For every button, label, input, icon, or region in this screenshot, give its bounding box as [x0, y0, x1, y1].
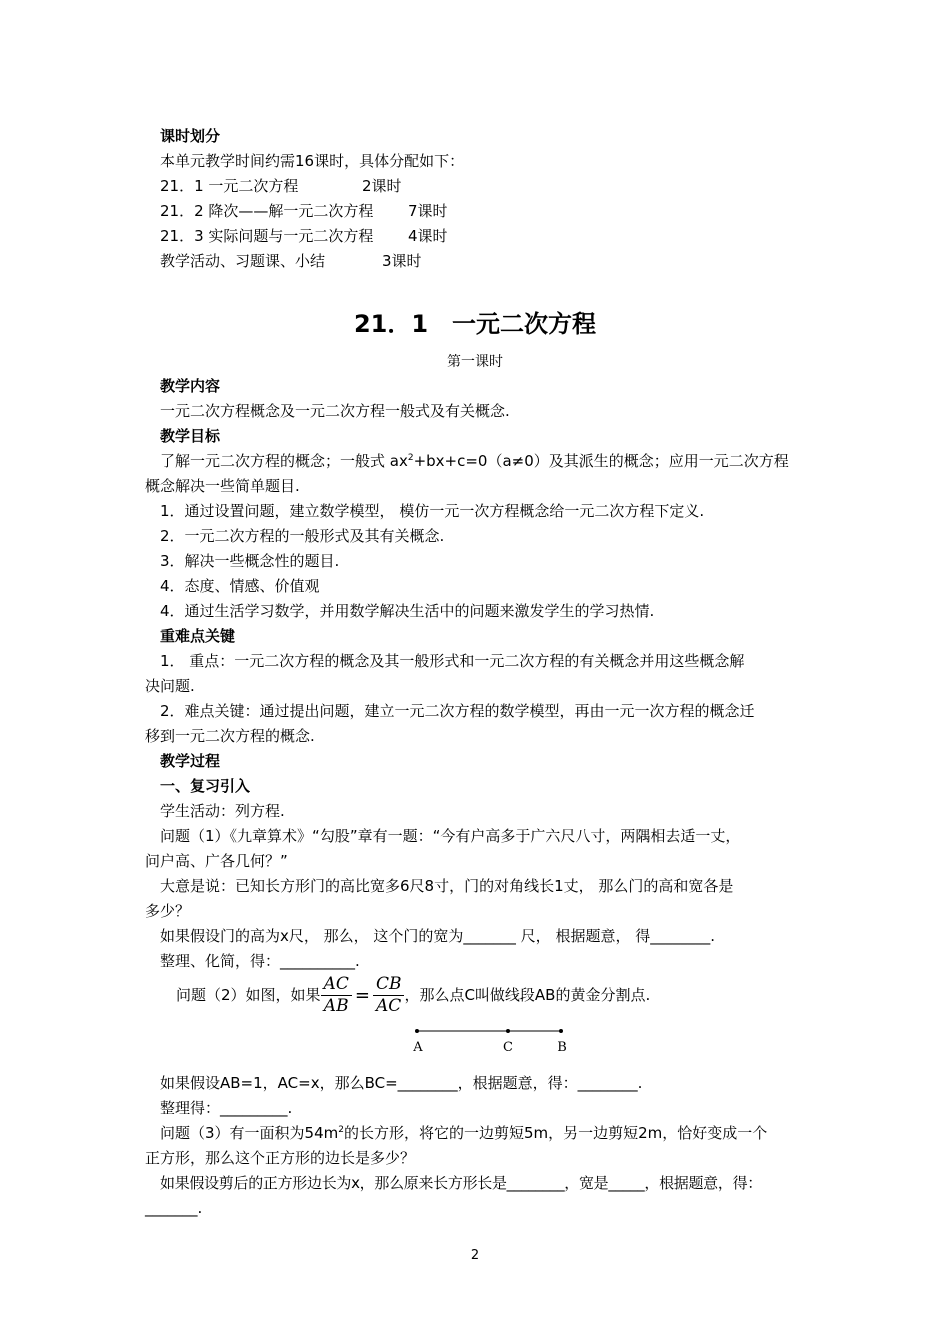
exponent: 2: [338, 1125, 344, 1135]
keypoint-text: 2．难点关键：通过提出问题，建立一元二次方程的数学模型，再由一元一次方程的概念迁: [160, 702, 755, 720]
goal-item: 4．态度、情感、价值观: [160, 577, 320, 595]
schedule-item-name: 21．3 实际问题与一元二次方程: [160, 227, 374, 245]
meaning-text: 大意是说：已知长方形门的高比宽多6尺8寸，门的对角线长1丈， 那么门的高和宽各是: [160, 877, 734, 895]
content-text: 一元二次方程概念及一元二次方程一般式及有关概念.: [160, 402, 510, 420]
schedule-intro: 本单元教学时间约需16课时，具体分配如下：: [160, 152, 465, 170]
point-label-b: B: [557, 1040, 567, 1055]
keypoints-heading: 重难点关键: [160, 627, 236, 645]
question-3-cont: 正方形，那么这个正方形的边长是多少？: [145, 1149, 416, 1167]
assumption-1: 如果假设门的高为x尺， 那么， 这个门的宽为_______ 尺， 根据题意， 得________.: [160, 927, 715, 945]
goal-item: 4．通过生活学习数学，并用数学解决生活中的问题来激发学生的学习热情.: [160, 602, 655, 620]
fraction-denominator: AC: [376, 996, 402, 1016]
goals-line: 概念解决一些简单题目.: [145, 477, 300, 495]
question-3-text: 问题（3）有一面积为54m: [160, 1124, 339, 1142]
question-3: [160, 1121, 767, 1146]
schedule-item-hours: 4课时: [408, 227, 448, 245]
goal-item: 1．通过设置问题，建立数学模型， 模仿一元一次方程概念给一元二次方程下定义.: [160, 502, 705, 520]
goals-heading: 教学目标: [160, 427, 221, 445]
part-heading: 一、复习引入: [160, 777, 251, 795]
schedule-item-name: 21．2 降次——解一元二次方程: [160, 202, 374, 220]
goal-item: 3．解决一些概念性的题目.: [160, 552, 340, 570]
lesson-label: 第一课时: [447, 354, 503, 370]
point-a: [415, 1029, 419, 1033]
assumption-3-cont: _______.: [145, 1199, 203, 1217]
exponent: 2: [407, 453, 414, 463]
fraction-numerator: AC: [321, 974, 352, 996]
question-1: 问题（1）《九章算术》“勾股”章有一题：“今有户高多于广六尺八寸，两隅相去适一丈，: [160, 827, 741, 845]
schedule-item-name: 21．1 一元二次方程: [160, 177, 299, 195]
fraction-numerator: CB: [373, 974, 405, 996]
point-label-a: A: [413, 1040, 423, 1055]
point-c: [506, 1029, 510, 1033]
question-2-text: ，那么点C叫做线段AB的黄金分割点.: [404, 986, 651, 1004]
process-heading: 教学过程: [160, 752, 221, 770]
schedule-heading: 课时划分: [160, 127, 221, 145]
meaning-text-cont: 多少？: [145, 902, 191, 920]
point-b: [559, 1029, 563, 1033]
question-1-cont: 问户高、广各几何？”: [145, 852, 288, 870]
schedule-item-name: 教学活动、习题课、小结: [160, 252, 326, 270]
question-3-text: 的长方形，将它的一边剪短5m，另一边剪短2m，恰好变成一个: [343, 1124, 768, 1142]
activity-text: 学生活动：列方程.: [160, 802, 285, 820]
page-number: 2: [470, 1248, 480, 1263]
fraction-denominator: AB: [323, 996, 349, 1016]
assumption-2: 如果假设AB=1，AC=x，那么BC=________，根据题意，得：________.: [160, 1074, 643, 1092]
keypoint-text: 决问题.: [145, 677, 195, 695]
equals-sign: =: [354, 984, 370, 1006]
goal-item: 2．一元二次方程的一般形式及其有关概念.: [160, 527, 445, 545]
assumption-3: 如果假设剪后的正方形边长为x，那么原来长方形长是________，宽是_____，根据题意，得：: [160, 1174, 762, 1192]
question-2-text: 问题（2）如图，如果: [176, 986, 321, 1004]
point-label-c: C: [503, 1040, 513, 1055]
keypoint-text: 移到一元二次方程的概念.: [145, 727, 315, 745]
schedule-item-hours: 7课时: [408, 202, 448, 220]
content-heading: 教学内容: [160, 377, 221, 395]
goals-text: +bx+c=0（a≠0）及其派生的概念；应用一元二次方程: [413, 452, 789, 470]
schedule-item-hours: 2课时: [362, 177, 402, 195]
section-title: 21．1 一元二次方程: [353, 310, 597, 338]
simplify-2: 整理得：_________.: [160, 1099, 293, 1117]
goals-text: 了解一元二次方程的概念；一般式 ax: [160, 452, 408, 470]
simplify-1: 整理、化简，得：__________.: [160, 952, 360, 970]
schedule-item-hours: 3课时: [382, 252, 422, 270]
keypoint-text: 1． 重点：一元二次方程的概念及其一般形式和一元二次方程的有关概念并用这些概念解: [160, 652, 745, 670]
